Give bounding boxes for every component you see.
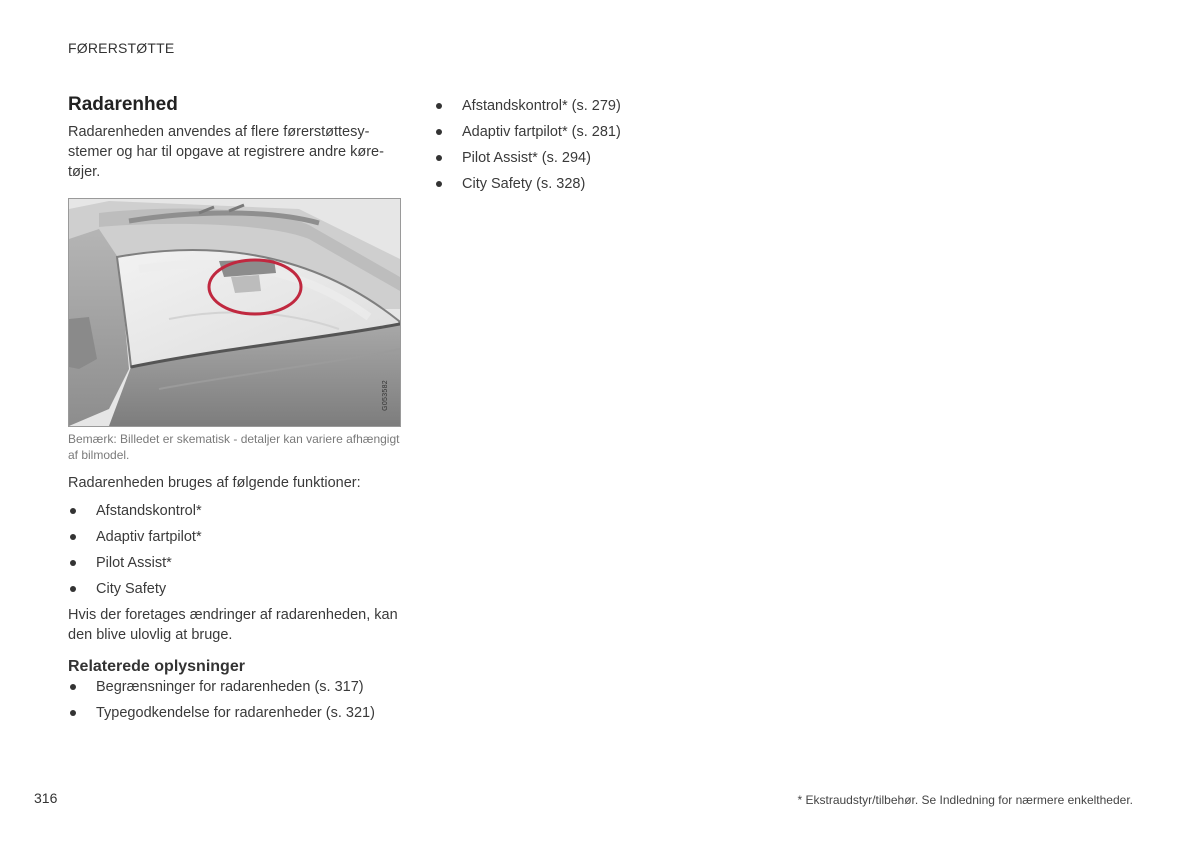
- bullet-icon: [436, 103, 442, 109]
- reference-link-text[interactable]: City Safety (s. 328): [462, 176, 586, 192]
- section-header: FØRERSTØTTE: [68, 40, 175, 56]
- reference-link-text[interactable]: Pilot Assist* (s. 294): [462, 150, 591, 166]
- figure-code: G053582: [382, 380, 389, 411]
- related-heading: Relaterede oplysninger: [68, 658, 245, 675]
- list-item: [68, 579, 403, 599]
- related-list: [68, 677, 403, 723]
- reference-link[interactable]: [434, 96, 764, 116]
- related-link-text[interactable]: Begrænsninger for radarenheden (s. 317): [96, 679, 364, 695]
- list-item-text: City Safety: [96, 581, 167, 597]
- related-link[interactable]: [68, 703, 403, 723]
- related-link-text[interactable]: Typegodkendelse for radarenheder (s. 321): [96, 705, 375, 721]
- functions-lead: Radarenheden bruges af følgende funktioner:: [68, 475, 361, 491]
- reference-link-text[interactable]: Afstandskontrol* (s. 279): [462, 98, 621, 114]
- footnote: * Ekstraudstyr/tilbehør. Se Indledning for nærmere enkeltheder.: [797, 793, 1133, 807]
- reference-link[interactable]: [434, 122, 764, 142]
- functions-list: [68, 501, 403, 599]
- reference-link[interactable]: [434, 148, 764, 168]
- bullet-icon: [436, 129, 442, 135]
- warning-paragraph: Hvis der foretages ændringer af radarenheden, kan den blive ulovlig at bruge.: [68, 607, 398, 643]
- bullet-icon: [70, 586, 76, 592]
- bullet-icon: [70, 710, 76, 716]
- list-item-text: Adaptiv fartpilot*: [96, 529, 202, 545]
- reference-column: [434, 96, 764, 200]
- windshield-radar-figure: [68, 198, 401, 427]
- bullet-icon: [70, 534, 76, 540]
- list-item-text: Pilot Assist*: [96, 555, 172, 571]
- bullet-icon: [70, 684, 76, 690]
- bullet-icon: [70, 508, 76, 514]
- main-column: [68, 94, 403, 729]
- article-title: Radarenhed: [68, 94, 178, 115]
- list-item: [68, 501, 403, 521]
- reference-link[interactable]: [434, 174, 764, 194]
- intro-paragraph: Radarenheden anvendes af flere førerstøttesystemer og har til opgave at registrere andre køretøjer.: [68, 124, 384, 180]
- list-item-text: Afstandskontrol*: [96, 503, 202, 519]
- reference-link-text[interactable]: Adaptiv fartpilot* (s. 281): [462, 124, 621, 140]
- list-item: [68, 527, 403, 547]
- bullet-icon: [70, 560, 76, 566]
- page-number: 316: [34, 790, 58, 806]
- list-item: [68, 553, 403, 573]
- car-windshield-illustration: [69, 199, 400, 426]
- bullet-icon: [436, 181, 442, 187]
- bullet-icon: [436, 155, 442, 161]
- related-link[interactable]: [68, 677, 403, 697]
- references-list: [434, 96, 764, 194]
- figure-caption: Bemærk: Billedet er skematisk - detaljer kan variere afhængigt af bilmodel.: [68, 432, 400, 462]
